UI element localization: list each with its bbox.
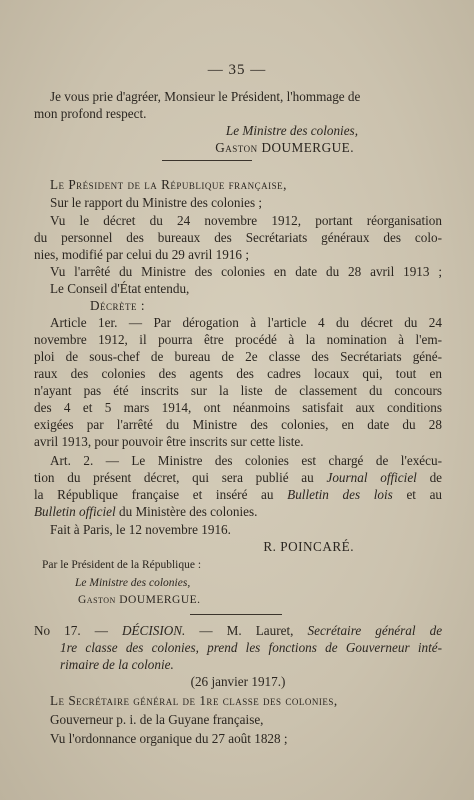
- article-1-line: avril 1913, pour pouvoir être inscrits sur cette liste.: [34, 434, 304, 449]
- article-1-line: Article 1er. — Par dérogation à l'article 4 du décret du 24: [50, 315, 442, 330]
- decree-line: Vu le décret du 24 novembre 1912, portant réorganisation: [50, 213, 442, 228]
- decrete-heading: Décrète :: [90, 298, 145, 313]
- decision-subject-line: 1re classe des colonies, prend les fonctions de Gouverneur inté-: [60, 640, 442, 655]
- article-2-line: [34, 469, 442, 486]
- closing-line-2: mon profond respect.: [34, 106, 147, 121]
- article-2-text: du Ministère des colonies.: [118, 504, 258, 519]
- article-2-text: tion du présent décret, qui sera publié au: [34, 470, 314, 485]
- decree-line: Le Président de la République française,: [50, 177, 287, 192]
- signer-title: Le Ministre des colonies,: [225, 123, 358, 138]
- decision-number: No 17. —: [34, 623, 108, 638]
- decision-body-line: Gouverneur p. i. de la Guyane française,: [50, 712, 264, 727]
- decision-body-line: Vu l'ordonnance organique du 27 août 1828 ;: [50, 731, 288, 746]
- decree-line: nies, modifié par celui du 29 avril 1916 ;: [34, 247, 249, 262]
- closing-line-1: Je vous prie d'agréer, Monsieur le Président, l'hommage de: [50, 89, 361, 104]
- article-1-line: n'ayant pas été inscrits sur la liste de classement du concours: [34, 383, 442, 398]
- president-signature: R. POINCARÉ.: [263, 539, 354, 554]
- article-2-line: Art. 2. — Le Ministre des colonies est chargé de l'exécu-: [50, 453, 442, 468]
- signer-name: Gaston DOUMERGUE.: [215, 140, 354, 155]
- article-1-line: raux des colonies des agents des cadres locaux qui, tout en: [34, 366, 442, 381]
- article-1-line: novembre 1912, il pourra être procédé à la nomination à l'em-: [34, 332, 442, 347]
- article-2-text: la République française et inséré au: [34, 487, 274, 502]
- journal-officiel-title: Journal officiel: [326, 470, 417, 485]
- by-president-line: Par le Président de la République :: [42, 559, 202, 571]
- article-2-line: [34, 503, 442, 520]
- decision-person: M. Lauret,: [226, 623, 294, 638]
- minister-name: Gaston DOUMERGUE.: [78, 594, 201, 606]
- article-1-line: des 4 et 5 mars 1914, ont néanmoins satisfait aux conditions: [34, 400, 442, 415]
- decision-subject-line: rimaire de la colonie.: [60, 657, 174, 672]
- article-2-text: et au: [406, 487, 442, 502]
- article-2-line: [34, 486, 442, 503]
- page-number: — 35 —: [207, 62, 267, 78]
- decision-date: (26 janvier 1917.): [190, 674, 286, 689]
- article-1-line: exigées par l'arrêté du Ministre des colonies, en date du 28: [34, 417, 442, 432]
- decision-title: DÉCISION.: [121, 623, 186, 638]
- separator-rule: [162, 160, 252, 161]
- decision-role: Secrétaire général de: [307, 623, 442, 638]
- decree-line: du personnel des bureaux des Secrétariats généraux des colo-: [34, 230, 442, 245]
- article-2-text: de: [429, 470, 442, 485]
- decision-heading: [34, 622, 442, 639]
- separator-rule: [190, 614, 282, 615]
- bulletin-des-lois-title: Bulletin des lois: [287, 487, 393, 502]
- bulletin-officiel-title: Bulletin officiel: [34, 504, 116, 519]
- decree-line: Vu l'arrêté du Ministre des colonies en date du 28 avril 1913 ;: [50, 264, 442, 279]
- date-place: Fait à Paris, le 12 novembre 1916.: [50, 522, 231, 537]
- minister-title: Le Ministre des colonies,: [75, 577, 191, 589]
- decision-body-line: Le Secrétaire général de 1re classe des colonies,: [50, 693, 338, 708]
- decree-line: Le Conseil d'État entendu,: [50, 281, 190, 296]
- article-1-line: ploi de sous-chef de bureau de 2e classe des Secrétariats géné-: [34, 349, 442, 364]
- decision-dash: —: [199, 623, 213, 638]
- decree-line: Sur le rapport du Ministre des colonies ;: [50, 195, 263, 210]
